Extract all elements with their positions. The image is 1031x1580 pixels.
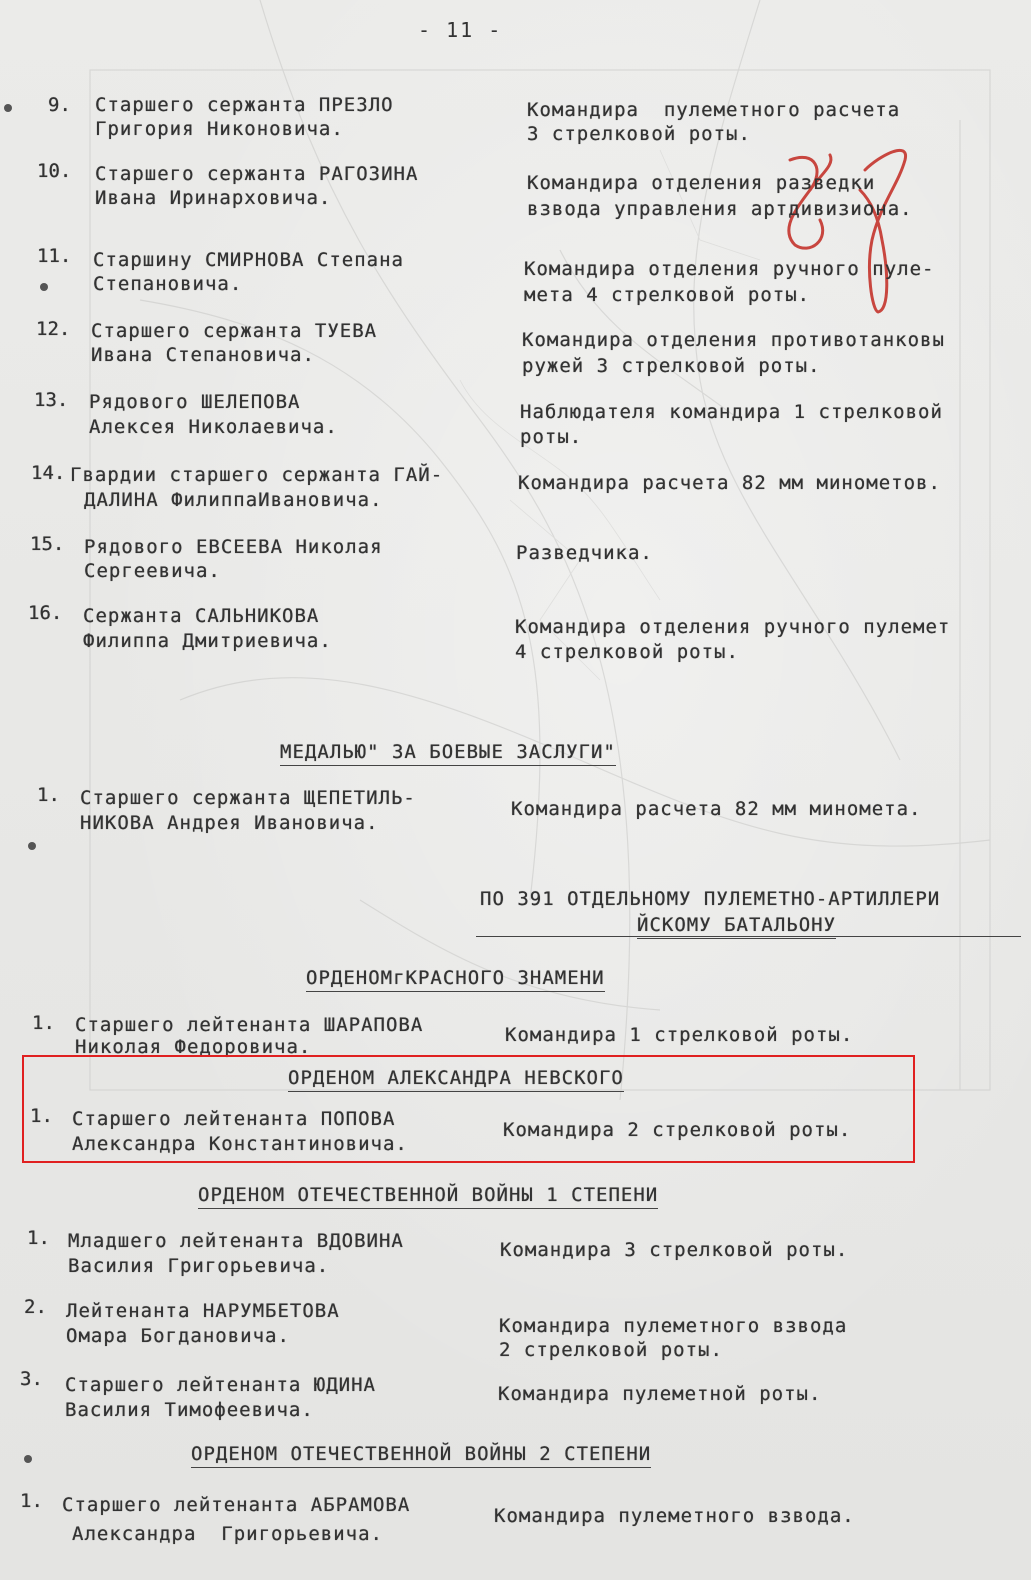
entry-role-line: Командира пулеметного взвода [499, 1315, 848, 1337]
section-heading: ОРДЕНОМ ОТЕЧЕСТВЕННОЙ ВОЙНЫ 1 СТЕПЕНИ [198, 1183, 658, 1209]
entry-role-line: Командира 3 стрелковой роты. [500, 1239, 849, 1261]
entry-role-line: ружей 3 стрелковой роты. [522, 355, 821, 377]
punch-mark [40, 283, 48, 291]
entry-name-line: Александра Григорьевича. [72, 1523, 383, 1545]
entry-number: 2. [24, 1296, 47, 1318]
entry-number: 12. [36, 318, 71, 340]
entry-role-line: взвода управления артдивизиона. [527, 198, 913, 220]
punch-mark [4, 104, 12, 112]
entry-role-line: Командира пулеметной роты. [498, 1383, 822, 1405]
entry-number: 11. [37, 245, 72, 267]
battalion-heading-line: ПО 391 ОТДЕЛЬНОМУ ПУЛЕМЕТНО-АРТИЛЛЕРИ [480, 888, 941, 910]
entry-name-line: Старшего лейтенанта ПОПОВА [72, 1108, 396, 1130]
entry-name-line: Филиппа Дмитриевича. [83, 630, 332, 652]
entry-name-line: Старшину СМИРНОВА Степана [93, 249, 404, 271]
section-heading: ОРДЕНОМгКРАСНОГО ЗНАМЕНИ [306, 966, 605, 992]
section-heading: ОРДЕНОМ ОТЕЧЕСТВЕННОЙ ВОЙНЫ 2 СТЕПЕНИ [191, 1442, 651, 1468]
entry-name-line: Старшего лейтенанта ШАРАПОВА [75, 1014, 424, 1036]
section-heading: МЕДАЛЬЮ" ЗА БОЕВЫЕ ЗАСЛУГИ" [280, 740, 616, 766]
entry-number: 16. [28, 602, 63, 624]
entry-number: 1. [37, 784, 60, 806]
entry-name-line: Старшего сержанта РАГОЗИНА [95, 163, 419, 185]
entry-name-line: Старшего лейтенанта ЮДИНА [65, 1374, 376, 1396]
entry-name-line: Ивана Степановича. [91, 344, 315, 366]
entry-name-line: Старшего сержанта ЩЕПЕТИЛЬ- [80, 787, 416, 809]
entry-number: 1. [32, 1012, 55, 1034]
punch-mark [28, 842, 36, 850]
entry-name-line: Сержанта САЛЬНИКОВА [83, 605, 320, 627]
entry-role-line: Командира отделения противотанковы [522, 329, 945, 351]
entry-role-line: Командира отделения ручного пуле- [524, 258, 935, 280]
entry-role-line: 2 стрелковой роты. [499, 1339, 723, 1361]
entry-name-line: Николая Федоровича. [75, 1036, 312, 1058]
entry-name-line: Старшего сержанта ТУЕВА [91, 320, 378, 342]
entry-name-line: Лейтенанта НАРУМБЕТОВА [66, 1300, 340, 1322]
entry-number: 1. [30, 1105, 53, 1127]
entry-name-line: Ивана Иринарховича. [95, 187, 332, 209]
entry-role-line: Командира отделения ручного пулемет [515, 616, 951, 638]
entry-number: 9. [48, 94, 71, 116]
entry-role-line: Командира расчета 82 мм миномета. [511, 798, 922, 820]
entry-name-line: Рядового ЕВСЕЕВА Николая [84, 536, 383, 558]
entry-name-line: Алексея Николаевича. [89, 416, 338, 438]
entry-name-line: Старшего сержанта ПРЕЗЛО [95, 94, 394, 116]
entry-role-line: 4 стрелковой роты. [515, 641, 739, 663]
entry-name-line: Старшего лейтенанта АБРАМОВА [62, 1494, 411, 1516]
page-number: - 11 - [418, 18, 503, 42]
battalion-underline [476, 936, 1021, 937]
battalion-heading-line: ЙСКОМУ БАТАЛЬОНУ [637, 912, 836, 939]
entry-role-line: Командира 1 стрелковой роты. [505, 1024, 854, 1046]
entry-name-line: Александра Константиновича. [72, 1133, 408, 1155]
entry-name-line: Василия Григорьевича. [68, 1255, 330, 1277]
entry-role-line: Командира отделения разведки [527, 172, 876, 194]
entry-role-line: Командира 2 стрелковой роты. [503, 1119, 852, 1141]
entry-role-line: Командира расчета 82 мм минометов. [518, 472, 941, 494]
entry-role-line: Командира пулеметного расчета [527, 99, 901, 121]
entry-role-line: Командира пулеметного взвода. [494, 1505, 855, 1527]
entry-name-line: Василия Тимофеевича. [65, 1399, 314, 1421]
entry-role-line: роты. [520, 426, 583, 448]
highlight-box [22, 1055, 915, 1163]
entry-number: 1. [27, 1227, 50, 1249]
entry-role-line: 3 стрелковой роты. [527, 123, 751, 145]
entry-role-line: мета 4 стрелковой роты. [524, 284, 811, 306]
entry-role-line: Наблюдателя командира 1 стрелковой [520, 401, 943, 423]
entry-name-line: Рядового ШЕЛЕПОВА [89, 391, 301, 413]
entry-name-line: Григория Никоновича. [95, 118, 344, 140]
entry-number: 14. [31, 462, 66, 484]
entry-name-line: НИКОВА Андрея Ивановича. [80, 812, 379, 834]
entry-name-line: Младшего лейтенанта ВДОВИНА [68, 1230, 404, 1252]
entry-role-line: Разведчика. [516, 542, 653, 564]
entry-number: 13. [34, 389, 69, 411]
entry-name-line: Омара Богдановича. [66, 1325, 290, 1347]
entry-number: 15. [30, 533, 65, 555]
entry-number: 1. [20, 1490, 43, 1512]
entry-name-line: ДАЛИНА ФилиппаИвановича. [84, 489, 383, 511]
entry-number: 10. [37, 160, 72, 182]
entry-name-line: Степановича. [93, 273, 243, 295]
entry-name-line: Сергеевича. [84, 560, 221, 582]
entry-name-line: Гвардии старшего сержанта ГАЙ- [70, 464, 444, 486]
section-heading: ОРДЕНОМ АЛЕКСАНДРА НЕВСКОГО [288, 1066, 624, 1092]
entry-number: 3. [20, 1368, 43, 1390]
punch-mark [24, 1455, 32, 1463]
